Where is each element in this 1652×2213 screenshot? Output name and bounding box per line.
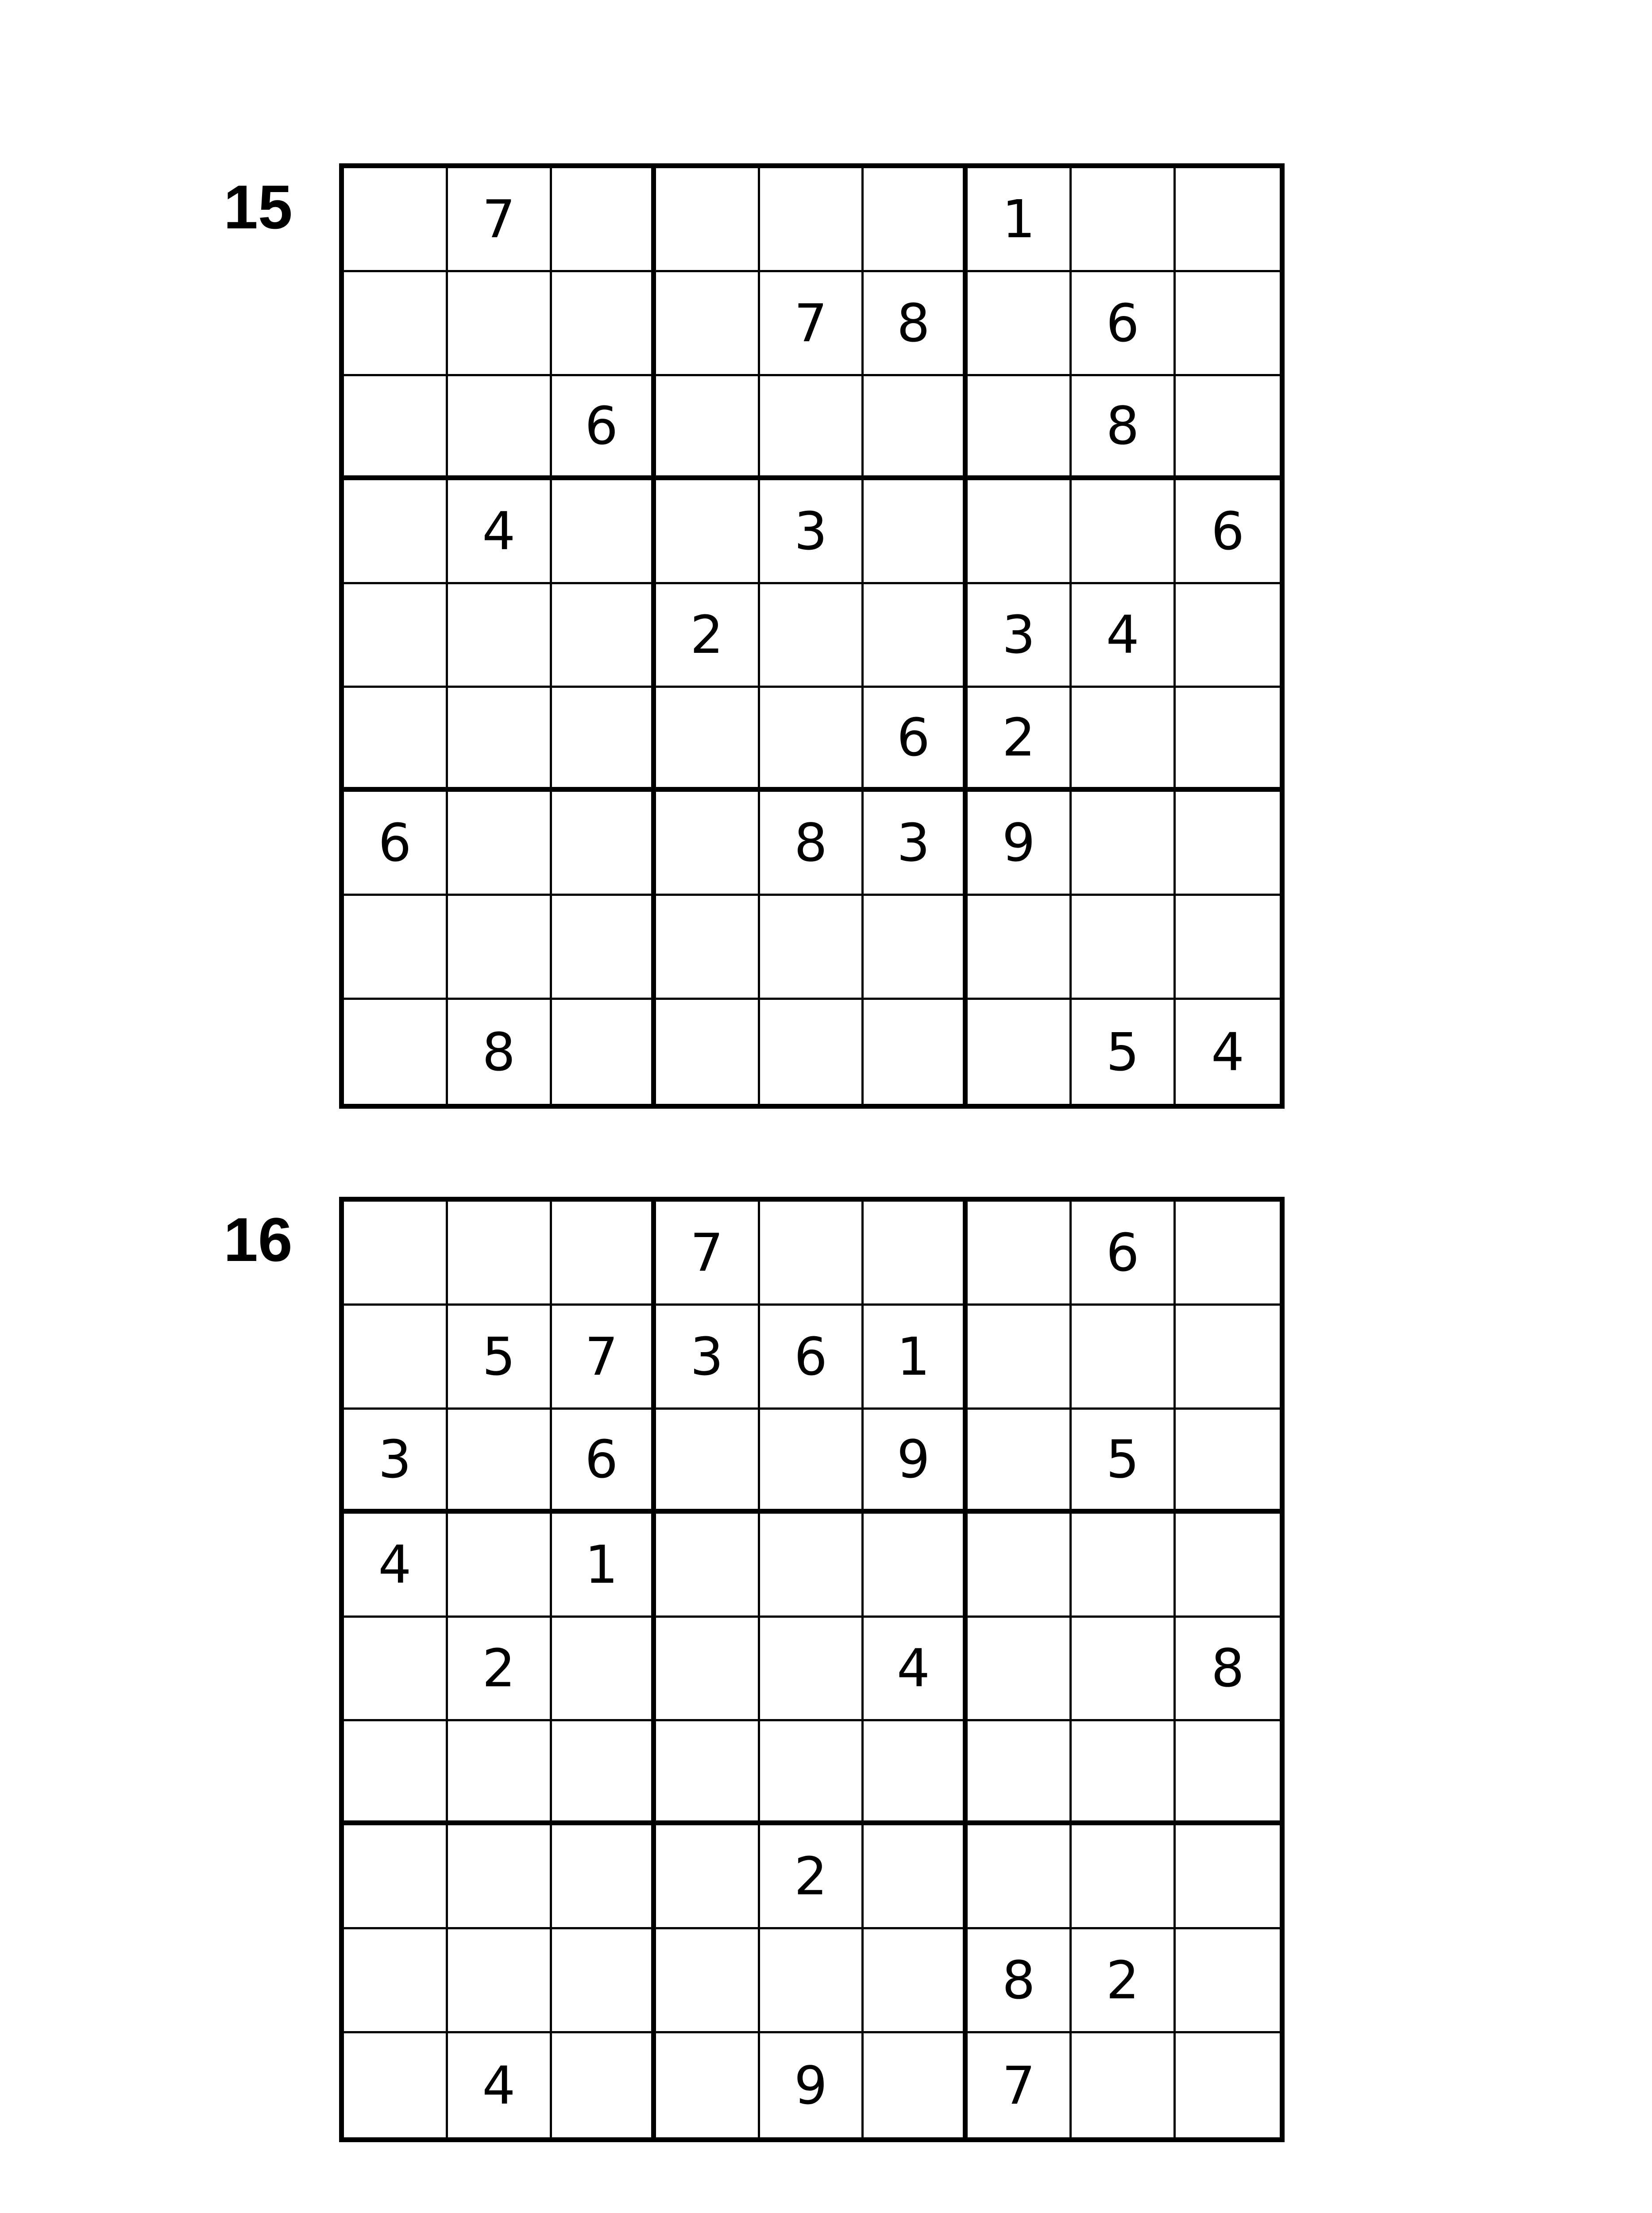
sudoku-cell[interactable] xyxy=(448,1514,552,1618)
sudoku-cell[interactable]: 4 xyxy=(864,1618,968,1722)
sudoku-cell[interactable] xyxy=(864,1825,968,1929)
sudoku-cell[interactable]: 3 xyxy=(760,480,864,584)
sudoku-cell[interactable] xyxy=(448,272,552,376)
sudoku-cell[interactable] xyxy=(448,1410,552,1514)
sudoku-cell[interactable]: 2 xyxy=(1072,1929,1176,2033)
sudoku-cell[interactable]: 3 xyxy=(968,584,1072,688)
sudoku-cell[interactable] xyxy=(552,480,656,584)
sudoku-cell[interactable] xyxy=(656,1410,760,1514)
sudoku-cell[interactable] xyxy=(344,1825,448,1929)
sudoku-cell[interactable]: 7 xyxy=(760,272,864,376)
sudoku-cell[interactable]: 8 xyxy=(1176,1618,1280,1722)
sudoku-cell[interactable] xyxy=(760,1721,864,1825)
sudoku-cell[interactable] xyxy=(552,1721,656,1825)
sudoku-cell[interactable] xyxy=(448,792,552,896)
sudoku-cell[interactable]: 5 xyxy=(1072,1410,1176,1514)
sudoku-board-15 xyxy=(339,163,1285,1109)
sudoku-cell[interactable] xyxy=(1176,1721,1280,1825)
sudoku-cell[interactable]: 8 xyxy=(864,272,968,376)
sudoku-cell[interactable] xyxy=(448,584,552,688)
sudoku-cell[interactable] xyxy=(344,168,448,272)
sudoku-cell[interactable] xyxy=(656,168,760,272)
sudoku-cell[interactable] xyxy=(552,896,656,1000)
sudoku-cell[interactable] xyxy=(656,376,760,480)
sudoku-cell[interactable]: 4 xyxy=(448,2033,552,2137)
sudoku-cell[interactable] xyxy=(448,896,552,1000)
sudoku-cell[interactable] xyxy=(1176,272,1280,376)
sudoku-cell[interactable]: 6 xyxy=(864,688,968,792)
sudoku-cell[interactable] xyxy=(656,2033,760,2137)
sudoku-cell[interactable] xyxy=(1072,1825,1176,1929)
sudoku-cell[interactable] xyxy=(344,480,448,584)
sudoku-cell[interactable] xyxy=(1176,1514,1280,1618)
sudoku-cell[interactable] xyxy=(760,584,864,688)
sudoku-cell[interactable] xyxy=(760,1514,864,1618)
sudoku-cell[interactable] xyxy=(552,2033,656,2137)
sudoku-cell[interactable] xyxy=(656,480,760,584)
sudoku-cell[interactable]: 5 xyxy=(448,1306,552,1410)
sudoku-cell[interactable]: 9 xyxy=(968,792,1072,896)
sudoku-cell[interactable]: 9 xyxy=(864,1410,968,1514)
sudoku-cell[interactable] xyxy=(760,1929,864,2033)
sudoku-cell[interactable] xyxy=(344,376,448,480)
sudoku-cell[interactable] xyxy=(864,1202,968,1306)
sudoku-cell[interactable]: 3 xyxy=(344,1410,448,1514)
sudoku-cell[interactable] xyxy=(760,1618,864,1722)
sudoku-cell[interactable] xyxy=(344,1000,448,1104)
sudoku-cell[interactable] xyxy=(656,272,760,376)
sudoku-cell[interactable] xyxy=(864,584,968,688)
sudoku-cell[interactable] xyxy=(1072,688,1176,792)
sudoku-cell[interactable] xyxy=(1176,1825,1280,1929)
sudoku-cell[interactable] xyxy=(1176,1202,1280,1306)
sudoku-cell[interactable] xyxy=(656,1825,760,1929)
sudoku-cell[interactable] xyxy=(656,1929,760,2033)
sudoku-cell[interactable]: 6 xyxy=(344,792,448,896)
sudoku-cell[interactable] xyxy=(864,480,968,584)
sudoku-cell[interactable] xyxy=(344,1721,448,1825)
sudoku-cell[interactable] xyxy=(1176,1929,1280,2033)
sudoku-cell[interactable] xyxy=(656,1514,760,1618)
sudoku-cell[interactable] xyxy=(552,584,656,688)
sudoku-cell[interactable] xyxy=(656,896,760,1000)
puzzle-number-16: 16 xyxy=(224,1205,293,1274)
sudoku-cell[interactable] xyxy=(968,1000,1072,1104)
sudoku-cell[interactable]: 3 xyxy=(656,1306,760,1410)
sudoku-cell[interactable]: 6 xyxy=(1072,272,1176,376)
sudoku-cell[interactable] xyxy=(1072,1618,1176,1722)
sudoku-cell[interactable]: 6 xyxy=(552,1410,656,1514)
sudoku-cell[interactable] xyxy=(656,1721,760,1825)
sudoku-cell[interactable] xyxy=(864,376,968,480)
sudoku-cell[interactable]: 6 xyxy=(1072,1202,1176,1306)
sudoku-cell[interactable] xyxy=(968,376,1072,480)
sudoku-cell[interactable] xyxy=(864,1000,968,1104)
sudoku-cell[interactable] xyxy=(552,1825,656,1929)
sudoku-cell[interactable] xyxy=(552,1202,656,1306)
sudoku-cell[interactable]: 7 xyxy=(448,168,552,272)
sudoku-cell[interactable]: 2 xyxy=(760,1825,864,1929)
sudoku-cell[interactable]: 7 xyxy=(552,1306,656,1410)
sudoku-cell[interactable] xyxy=(448,376,552,480)
sudoku-cell[interactable]: 4 xyxy=(344,1514,448,1618)
sudoku-cell[interactable] xyxy=(864,1514,968,1618)
sudoku-cell[interactable]: 2 xyxy=(968,688,1072,792)
sudoku-cell[interactable]: 8 xyxy=(760,792,864,896)
sudoku-cell[interactable] xyxy=(1072,168,1176,272)
sudoku-cell[interactable]: 9 xyxy=(760,2033,864,2137)
sudoku-cell[interactable] xyxy=(344,584,448,688)
sudoku-cell[interactable] xyxy=(1176,376,1280,480)
sudoku-cell[interactable] xyxy=(968,1306,1072,1410)
sudoku-cell[interactable] xyxy=(968,480,1072,584)
sudoku-cell[interactable]: 3 xyxy=(864,792,968,896)
sudoku-cell[interactable] xyxy=(1176,584,1280,688)
sudoku-cell[interactable]: 2 xyxy=(656,584,760,688)
sudoku-cell[interactable] xyxy=(1072,1306,1176,1410)
sudoku-cell[interactable] xyxy=(760,896,864,1000)
sudoku-cell[interactable] xyxy=(552,1618,656,1722)
sudoku-cell[interactable] xyxy=(760,168,864,272)
sudoku-cell[interactable] xyxy=(552,1929,656,2033)
sudoku-cell[interactable] xyxy=(656,792,760,896)
sudoku-board-16 xyxy=(339,1197,1285,2142)
sudoku-cell[interactable]: 6 xyxy=(1176,480,1280,584)
sudoku-cell[interactable] xyxy=(448,1721,552,1825)
sudoku-cell[interactable]: 1 xyxy=(968,168,1072,272)
sudoku-cell[interactable] xyxy=(1176,688,1280,792)
sudoku-cell[interactable] xyxy=(968,1825,1072,1929)
sudoku-cell[interactable] xyxy=(968,1514,1072,1618)
sudoku-cell[interactable] xyxy=(1072,1721,1176,1825)
sudoku-cell[interactable] xyxy=(1176,2033,1280,2137)
sudoku-cell[interactable] xyxy=(656,1000,760,1104)
sudoku-cell[interactable] xyxy=(344,688,448,792)
sudoku-cell[interactable] xyxy=(1176,1306,1280,1410)
sudoku-cell[interactable] xyxy=(1072,2033,1176,2137)
sudoku-cell[interactable] xyxy=(448,1202,552,1306)
sudoku-cell[interactable] xyxy=(760,688,864,792)
sudoku-cell[interactable] xyxy=(344,1618,448,1722)
sudoku-cell[interactable] xyxy=(448,1929,552,2033)
sudoku-cell[interactable] xyxy=(448,1825,552,1929)
sudoku-cell[interactable]: 6 xyxy=(760,1306,864,1410)
sudoku-cell[interactable] xyxy=(1072,896,1176,1000)
sudoku-cell[interactable] xyxy=(1176,792,1280,896)
sudoku-cell[interactable] xyxy=(864,1929,968,2033)
sudoku-cell[interactable] xyxy=(864,1721,968,1825)
sudoku-cell[interactable] xyxy=(1072,480,1176,584)
sudoku-cell[interactable] xyxy=(760,376,864,480)
sudoku-cell[interactable] xyxy=(968,272,1072,376)
sudoku-cell[interactable]: 7 xyxy=(968,2033,1072,2137)
sudoku-cell[interactable] xyxy=(552,168,656,272)
sudoku-cell[interactable]: 8 xyxy=(968,1929,1072,2033)
sudoku-cell[interactable]: 7 xyxy=(656,1202,760,1306)
sudoku-cell[interactable]: 1 xyxy=(552,1514,656,1618)
sudoku-cell[interactable] xyxy=(760,1000,864,1104)
sudoku-cell[interactable] xyxy=(1176,896,1280,1000)
sudoku-cell[interactable] xyxy=(968,1410,1072,1514)
puzzle-number-15: 15 xyxy=(224,172,293,242)
sudoku-cell[interactable] xyxy=(968,1618,1072,1722)
sudoku-cell[interactable]: 8 xyxy=(448,1000,552,1104)
sudoku-cell[interactable] xyxy=(968,896,1072,1000)
sudoku-cell[interactable] xyxy=(1176,168,1280,272)
sudoku-cell[interactable] xyxy=(344,1306,448,1410)
sudoku-cell[interactable] xyxy=(1072,1514,1176,1618)
sudoku-cell[interactable] xyxy=(344,1202,448,1306)
sudoku-cell[interactable]: 4 xyxy=(1211,1021,1245,1083)
sudoku-cell[interactable] xyxy=(864,2033,968,2137)
sudoku-cell[interactable]: 5 xyxy=(1072,1000,1176,1104)
sudoku-cell[interactable] xyxy=(1176,1410,1280,1514)
sudoku-cell[interactable] xyxy=(656,688,760,792)
sudoku-cell[interactable] xyxy=(448,688,552,792)
sudoku-cell[interactable] xyxy=(864,168,968,272)
sudoku-cell[interactable]: 8 xyxy=(1072,376,1176,480)
sudoku-cell[interactable] xyxy=(760,1410,864,1514)
sudoku-cell[interactable] xyxy=(864,896,968,1000)
sudoku-cell[interactable] xyxy=(968,1202,1072,1306)
sudoku-cell[interactable] xyxy=(968,1721,1072,1825)
sudoku-cell[interactable]: 4 xyxy=(448,480,552,584)
sudoku-cell[interactable]: 4 xyxy=(1072,584,1176,688)
sudoku-cell[interactable] xyxy=(344,2033,448,2137)
sudoku-cell[interactable] xyxy=(760,1202,864,1306)
sudoku-cell[interactable] xyxy=(1072,792,1176,896)
sudoku-cell[interactable] xyxy=(344,896,448,1000)
sudoku-cell[interactable]: 2 xyxy=(448,1618,552,1722)
sudoku-cell[interactable] xyxy=(552,1000,656,1104)
sudoku-cell[interactable] xyxy=(656,1618,760,1722)
sudoku-cell[interactable]: 1 xyxy=(864,1306,968,1410)
sudoku-cell[interactable] xyxy=(552,792,656,896)
sudoku-cell[interactable] xyxy=(344,272,448,376)
sudoku-cell[interactable] xyxy=(344,1929,448,2033)
sudoku-cell[interactable]: 6 xyxy=(552,376,656,480)
sudoku-cell[interactable] xyxy=(552,688,656,792)
sudoku-cell[interactable] xyxy=(552,272,656,376)
